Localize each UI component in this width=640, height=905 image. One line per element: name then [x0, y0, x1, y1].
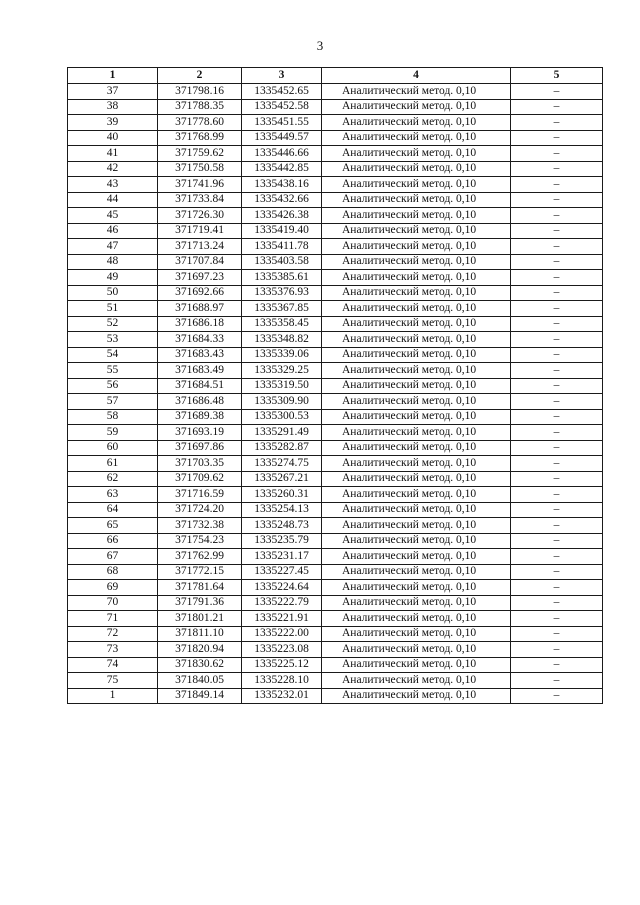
x-coordinate-cell: 371683.43	[158, 347, 242, 363]
table-row	[68, 564, 603, 580]
table-row	[68, 285, 603, 301]
method-cell: Аналитический метод. 0,10	[322, 192, 511, 208]
note-cell: –	[511, 177, 603, 193]
method-cell: Аналитический метод. 0,10	[322, 471, 511, 487]
note-cell: –	[511, 347, 603, 363]
method-cell: Аналитический метод. 0,10	[322, 564, 511, 580]
header-col-1: 1	[68, 68, 158, 84]
x-coordinate-cell: 371724.20	[158, 502, 242, 518]
point-number-cell: 44	[68, 192, 158, 208]
table-row	[68, 642, 603, 658]
note-cell: –	[511, 657, 603, 673]
table-header	[68, 68, 603, 84]
point-number-cell: 64	[68, 502, 158, 518]
method-cell: Аналитический метод. 0,10	[322, 99, 511, 115]
x-coordinate-cell: 371849.14	[158, 688, 242, 704]
table-row	[68, 657, 603, 673]
y-coordinate-cell: 1335222.79	[242, 595, 322, 611]
method-cell: Аналитический метод. 0,10	[322, 440, 511, 456]
table-row	[68, 626, 603, 642]
point-number-cell: 63	[68, 487, 158, 503]
note-cell: –	[511, 223, 603, 239]
note-cell: –	[511, 409, 603, 425]
table-row	[68, 471, 603, 487]
method-cell: Аналитический метод. 0,10	[322, 254, 511, 270]
point-number-cell: 73	[68, 642, 158, 658]
method-cell: Аналитический метод. 0,10	[322, 115, 511, 131]
x-coordinate-cell: 371719.41	[158, 223, 242, 239]
note-cell: –	[511, 146, 603, 162]
table-row	[68, 688, 603, 704]
method-cell: Аналитический метод. 0,10	[322, 130, 511, 146]
x-coordinate-cell: 371709.62	[158, 471, 242, 487]
y-coordinate-cell: 1335222.00	[242, 626, 322, 642]
point-number-cell: 68	[68, 564, 158, 580]
method-cell: Аналитический метод. 0,10	[322, 378, 511, 394]
table-row	[68, 99, 603, 115]
point-number-cell: 50	[68, 285, 158, 301]
table-row	[68, 549, 603, 565]
method-cell: Аналитический метод. 0,10	[322, 177, 511, 193]
x-coordinate-cell: 371741.96	[158, 177, 242, 193]
y-coordinate-cell: 1335260.31	[242, 487, 322, 503]
note-cell: –	[511, 642, 603, 658]
y-coordinate-cell: 1335339.06	[242, 347, 322, 363]
point-number-cell: 43	[68, 177, 158, 193]
note-cell: –	[511, 394, 603, 410]
x-coordinate-cell: 371768.99	[158, 130, 242, 146]
table-row	[68, 177, 603, 193]
table-row	[68, 673, 603, 689]
table-row	[68, 130, 603, 146]
point-number-cell: 69	[68, 580, 158, 596]
point-number-cell: 67	[68, 549, 158, 565]
table-row	[68, 425, 603, 441]
method-cell: Аналитический метод. 0,10	[322, 161, 511, 177]
y-coordinate-cell: 1335300.53	[242, 409, 322, 425]
method-cell: Аналитический метод. 0,10	[322, 611, 511, 627]
y-coordinate-cell: 1335267.21	[242, 471, 322, 487]
note-cell: –	[511, 378, 603, 394]
y-coordinate-cell: 1335254.13	[242, 502, 322, 518]
x-coordinate-cell: 371713.24	[158, 239, 242, 255]
point-number-cell: 65	[68, 518, 158, 534]
note-cell: –	[511, 456, 603, 472]
table-row	[68, 580, 603, 596]
note-cell: –	[511, 564, 603, 580]
page-number: 3	[316, 38, 324, 53]
point-number-cell: 66	[68, 533, 158, 549]
x-coordinate-cell: 371791.36	[158, 595, 242, 611]
table-row	[68, 332, 603, 348]
point-number-cell: 62	[68, 471, 158, 487]
y-coordinate-cell: 1335309.90	[242, 394, 322, 410]
point-number-cell: 53	[68, 332, 158, 348]
note-cell: –	[511, 239, 603, 255]
point-number-cell: 54	[68, 347, 158, 363]
y-coordinate-cell: 1335228.10	[242, 673, 322, 689]
x-coordinate-cell: 371778.60	[158, 115, 242, 131]
point-number-cell: 74	[68, 657, 158, 673]
x-coordinate-cell: 371754.23	[158, 533, 242, 549]
x-coordinate-cell: 371703.35	[158, 456, 242, 472]
note-cell: –	[511, 192, 603, 208]
method-cell: Аналитический метод. 0,10	[322, 425, 511, 441]
note-cell: –	[511, 595, 603, 611]
x-coordinate-cell: 371689.38	[158, 409, 242, 425]
table-row	[68, 208, 603, 224]
x-coordinate-cell: 371692.66	[158, 285, 242, 301]
y-coordinate-cell: 1335367.85	[242, 301, 322, 317]
point-number-cell: 48	[68, 254, 158, 270]
x-coordinate-cell: 371759.62	[158, 146, 242, 162]
point-number-cell: 45	[68, 208, 158, 224]
x-coordinate-cell: 371686.18	[158, 316, 242, 332]
header-col-2: 2	[158, 68, 242, 84]
table-row	[68, 363, 603, 379]
x-coordinate-cell: 371684.51	[158, 378, 242, 394]
x-coordinate-cell: 371840.05	[158, 673, 242, 689]
x-coordinate-cell: 371811.10	[158, 626, 242, 642]
y-coordinate-cell: 1335452.65	[242, 84, 322, 100]
note-cell: –	[511, 471, 603, 487]
y-coordinate-cell: 1335231.17	[242, 549, 322, 565]
note-cell: –	[511, 688, 603, 704]
note-cell: –	[511, 301, 603, 317]
y-coordinate-cell: 1335385.61	[242, 270, 322, 286]
y-coordinate-cell: 1335235.79	[242, 533, 322, 549]
note-cell: –	[511, 285, 603, 301]
point-number-cell: 60	[68, 440, 158, 456]
y-coordinate-cell: 1335224.64	[242, 580, 322, 596]
method-cell: Аналитический метод. 0,10	[322, 239, 511, 255]
table-row	[68, 146, 603, 162]
point-number-cell: 59	[68, 425, 158, 441]
y-coordinate-cell: 1335348.82	[242, 332, 322, 348]
method-cell: Аналитический метод. 0,10	[322, 316, 511, 332]
header-col-3: 3	[242, 68, 322, 84]
note-cell: –	[511, 316, 603, 332]
method-cell: Аналитический метод. 0,10	[322, 208, 511, 224]
table-row	[68, 115, 603, 131]
x-coordinate-cell: 371781.64	[158, 580, 242, 596]
note-cell: –	[511, 611, 603, 627]
table-row	[68, 192, 603, 208]
note-cell: –	[511, 363, 603, 379]
method-cell: Аналитический метод. 0,10	[322, 642, 511, 658]
x-coordinate-cell: 371716.59	[158, 487, 242, 503]
y-coordinate-cell: 1335319.50	[242, 378, 322, 394]
note-cell: –	[511, 254, 603, 270]
method-cell: Аналитический метод. 0,10	[322, 580, 511, 596]
point-number-cell: 41	[68, 146, 158, 162]
note-cell: –	[511, 626, 603, 642]
point-number-cell: 57	[68, 394, 158, 410]
x-coordinate-cell: 371750.58	[158, 161, 242, 177]
note-cell: –	[511, 130, 603, 146]
x-coordinate-cell: 371697.23	[158, 270, 242, 286]
x-coordinate-cell: 371820.94	[158, 642, 242, 658]
y-coordinate-cell: 1335442.85	[242, 161, 322, 177]
table-row	[68, 84, 603, 100]
method-cell: Аналитический метод. 0,10	[322, 223, 511, 239]
method-cell: Аналитический метод. 0,10	[322, 688, 511, 704]
header-row	[68, 68, 603, 84]
y-coordinate-cell: 1335451.55	[242, 115, 322, 131]
point-number-cell: 70	[68, 595, 158, 611]
x-coordinate-cell: 371686.48	[158, 394, 242, 410]
table-row	[68, 409, 603, 425]
y-coordinate-cell: 1335232.01	[242, 688, 322, 704]
point-number-cell: 52	[68, 316, 158, 332]
table-row	[68, 223, 603, 239]
note-cell: –	[511, 84, 603, 100]
y-coordinate-cell: 1335274.75	[242, 456, 322, 472]
x-coordinate-cell: 371830.62	[158, 657, 242, 673]
method-cell: Аналитический метод. 0,10	[322, 347, 511, 363]
table-row	[68, 347, 603, 363]
method-cell: Аналитический метод. 0,10	[322, 657, 511, 673]
table-row	[68, 487, 603, 503]
x-coordinate-cell: 371726.30	[158, 208, 242, 224]
method-cell: Аналитический метод. 0,10	[322, 146, 511, 162]
y-coordinate-cell: 1335419.40	[242, 223, 322, 239]
note-cell: –	[511, 518, 603, 534]
point-number-cell: 38	[68, 99, 158, 115]
method-cell: Аналитический метод. 0,10	[322, 595, 511, 611]
table-row	[68, 611, 603, 627]
point-number-cell: 51	[68, 301, 158, 317]
table-row	[68, 239, 603, 255]
table-row	[68, 502, 603, 518]
y-coordinate-cell: 1335426.38	[242, 208, 322, 224]
y-coordinate-cell: 1335446.66	[242, 146, 322, 162]
method-cell: Аналитический метод. 0,10	[322, 394, 511, 410]
table-row	[68, 394, 603, 410]
note-cell: –	[511, 580, 603, 596]
y-coordinate-cell: 1335329.25	[242, 363, 322, 379]
point-number-cell: 40	[68, 130, 158, 146]
x-coordinate-cell: 371772.15	[158, 564, 242, 580]
point-number-cell: 58	[68, 409, 158, 425]
x-coordinate-cell: 371688.97	[158, 301, 242, 317]
point-number-cell: 71	[68, 611, 158, 627]
table-row	[68, 254, 603, 270]
coordinates-table	[67, 67, 603, 704]
y-coordinate-cell: 1335432.66	[242, 192, 322, 208]
table-row	[68, 595, 603, 611]
table-row	[68, 440, 603, 456]
x-coordinate-cell: 371697.86	[158, 440, 242, 456]
table-row	[68, 316, 603, 332]
note-cell: –	[511, 161, 603, 177]
point-number-cell: 61	[68, 456, 158, 472]
y-coordinate-cell: 1335248.73	[242, 518, 322, 534]
note-cell: –	[511, 673, 603, 689]
y-coordinate-cell: 1335282.87	[242, 440, 322, 456]
header-col-5: 5	[511, 68, 603, 84]
method-cell: Аналитический метод. 0,10	[322, 626, 511, 642]
note-cell: –	[511, 332, 603, 348]
x-coordinate-cell: 371684.33	[158, 332, 242, 348]
table-row	[68, 533, 603, 549]
y-coordinate-cell: 1335227.45	[242, 564, 322, 580]
y-coordinate-cell: 1335291.49	[242, 425, 322, 441]
point-number-cell: 49	[68, 270, 158, 286]
table-row	[68, 270, 603, 286]
table-row	[68, 456, 603, 472]
x-coordinate-cell: 371683.49	[158, 363, 242, 379]
x-coordinate-cell: 371801.21	[158, 611, 242, 627]
y-coordinate-cell: 1335449.57	[242, 130, 322, 146]
note-cell: –	[511, 99, 603, 115]
note-cell: –	[511, 208, 603, 224]
note-cell: –	[511, 440, 603, 456]
method-cell: Аналитический метод. 0,10	[322, 549, 511, 565]
table-row	[68, 301, 603, 317]
method-cell: Аналитический метод. 0,10	[322, 270, 511, 286]
note-cell: –	[511, 270, 603, 286]
point-number-cell: 47	[68, 239, 158, 255]
point-number-cell: 72	[68, 626, 158, 642]
note-cell: –	[511, 487, 603, 503]
x-coordinate-cell: 371788.35	[158, 99, 242, 115]
x-coordinate-cell: 371762.99	[158, 549, 242, 565]
y-coordinate-cell: 1335221.91	[242, 611, 322, 627]
point-number-cell: 75	[68, 673, 158, 689]
note-cell: –	[511, 115, 603, 131]
y-coordinate-cell: 1335223.08	[242, 642, 322, 658]
point-number-cell: 1	[68, 688, 158, 704]
table-row	[68, 378, 603, 394]
point-number-cell: 39	[68, 115, 158, 131]
y-coordinate-cell: 1335358.45	[242, 316, 322, 332]
method-cell: Аналитический метод. 0,10	[322, 363, 511, 379]
x-coordinate-cell: 371707.84	[158, 254, 242, 270]
y-coordinate-cell: 1335438.16	[242, 177, 322, 193]
method-cell: Аналитический метод. 0,10	[322, 332, 511, 348]
y-coordinate-cell: 1335403.58	[242, 254, 322, 270]
note-cell: –	[511, 533, 603, 549]
note-cell: –	[511, 502, 603, 518]
point-number-cell: 37	[68, 84, 158, 100]
table-row	[68, 518, 603, 534]
method-cell: Аналитический метод. 0,10	[322, 301, 511, 317]
y-coordinate-cell: 1335411.78	[242, 239, 322, 255]
x-coordinate-cell: 371798.16	[158, 84, 242, 100]
point-number-cell: 42	[68, 161, 158, 177]
point-number-cell: 55	[68, 363, 158, 379]
table-body	[68, 84, 603, 704]
x-coordinate-cell: 371733.84	[158, 192, 242, 208]
note-cell: –	[511, 549, 603, 565]
method-cell: Аналитический метод. 0,10	[322, 285, 511, 301]
method-cell: Аналитический метод. 0,10	[322, 533, 511, 549]
table-row	[68, 161, 603, 177]
y-coordinate-cell: 1335452.58	[242, 99, 322, 115]
method-cell: Аналитический метод. 0,10	[322, 673, 511, 689]
method-cell: Аналитический метод. 0,10	[322, 456, 511, 472]
x-coordinate-cell: 371732.38	[158, 518, 242, 534]
y-coordinate-cell: 1335225.12	[242, 657, 322, 673]
method-cell: Аналитический метод. 0,10	[322, 518, 511, 534]
point-number-cell: 46	[68, 223, 158, 239]
header-col-4: 4	[322, 68, 511, 84]
method-cell: Аналитический метод. 0,10	[322, 409, 511, 425]
y-coordinate-cell: 1335376.93	[242, 285, 322, 301]
method-cell: Аналитический метод. 0,10	[322, 487, 511, 503]
note-cell: –	[511, 425, 603, 441]
method-cell: Аналитический метод. 0,10	[322, 84, 511, 100]
method-cell: Аналитический метод. 0,10	[322, 502, 511, 518]
point-number-cell: 56	[68, 378, 158, 394]
x-coordinate-cell: 371693.19	[158, 425, 242, 441]
